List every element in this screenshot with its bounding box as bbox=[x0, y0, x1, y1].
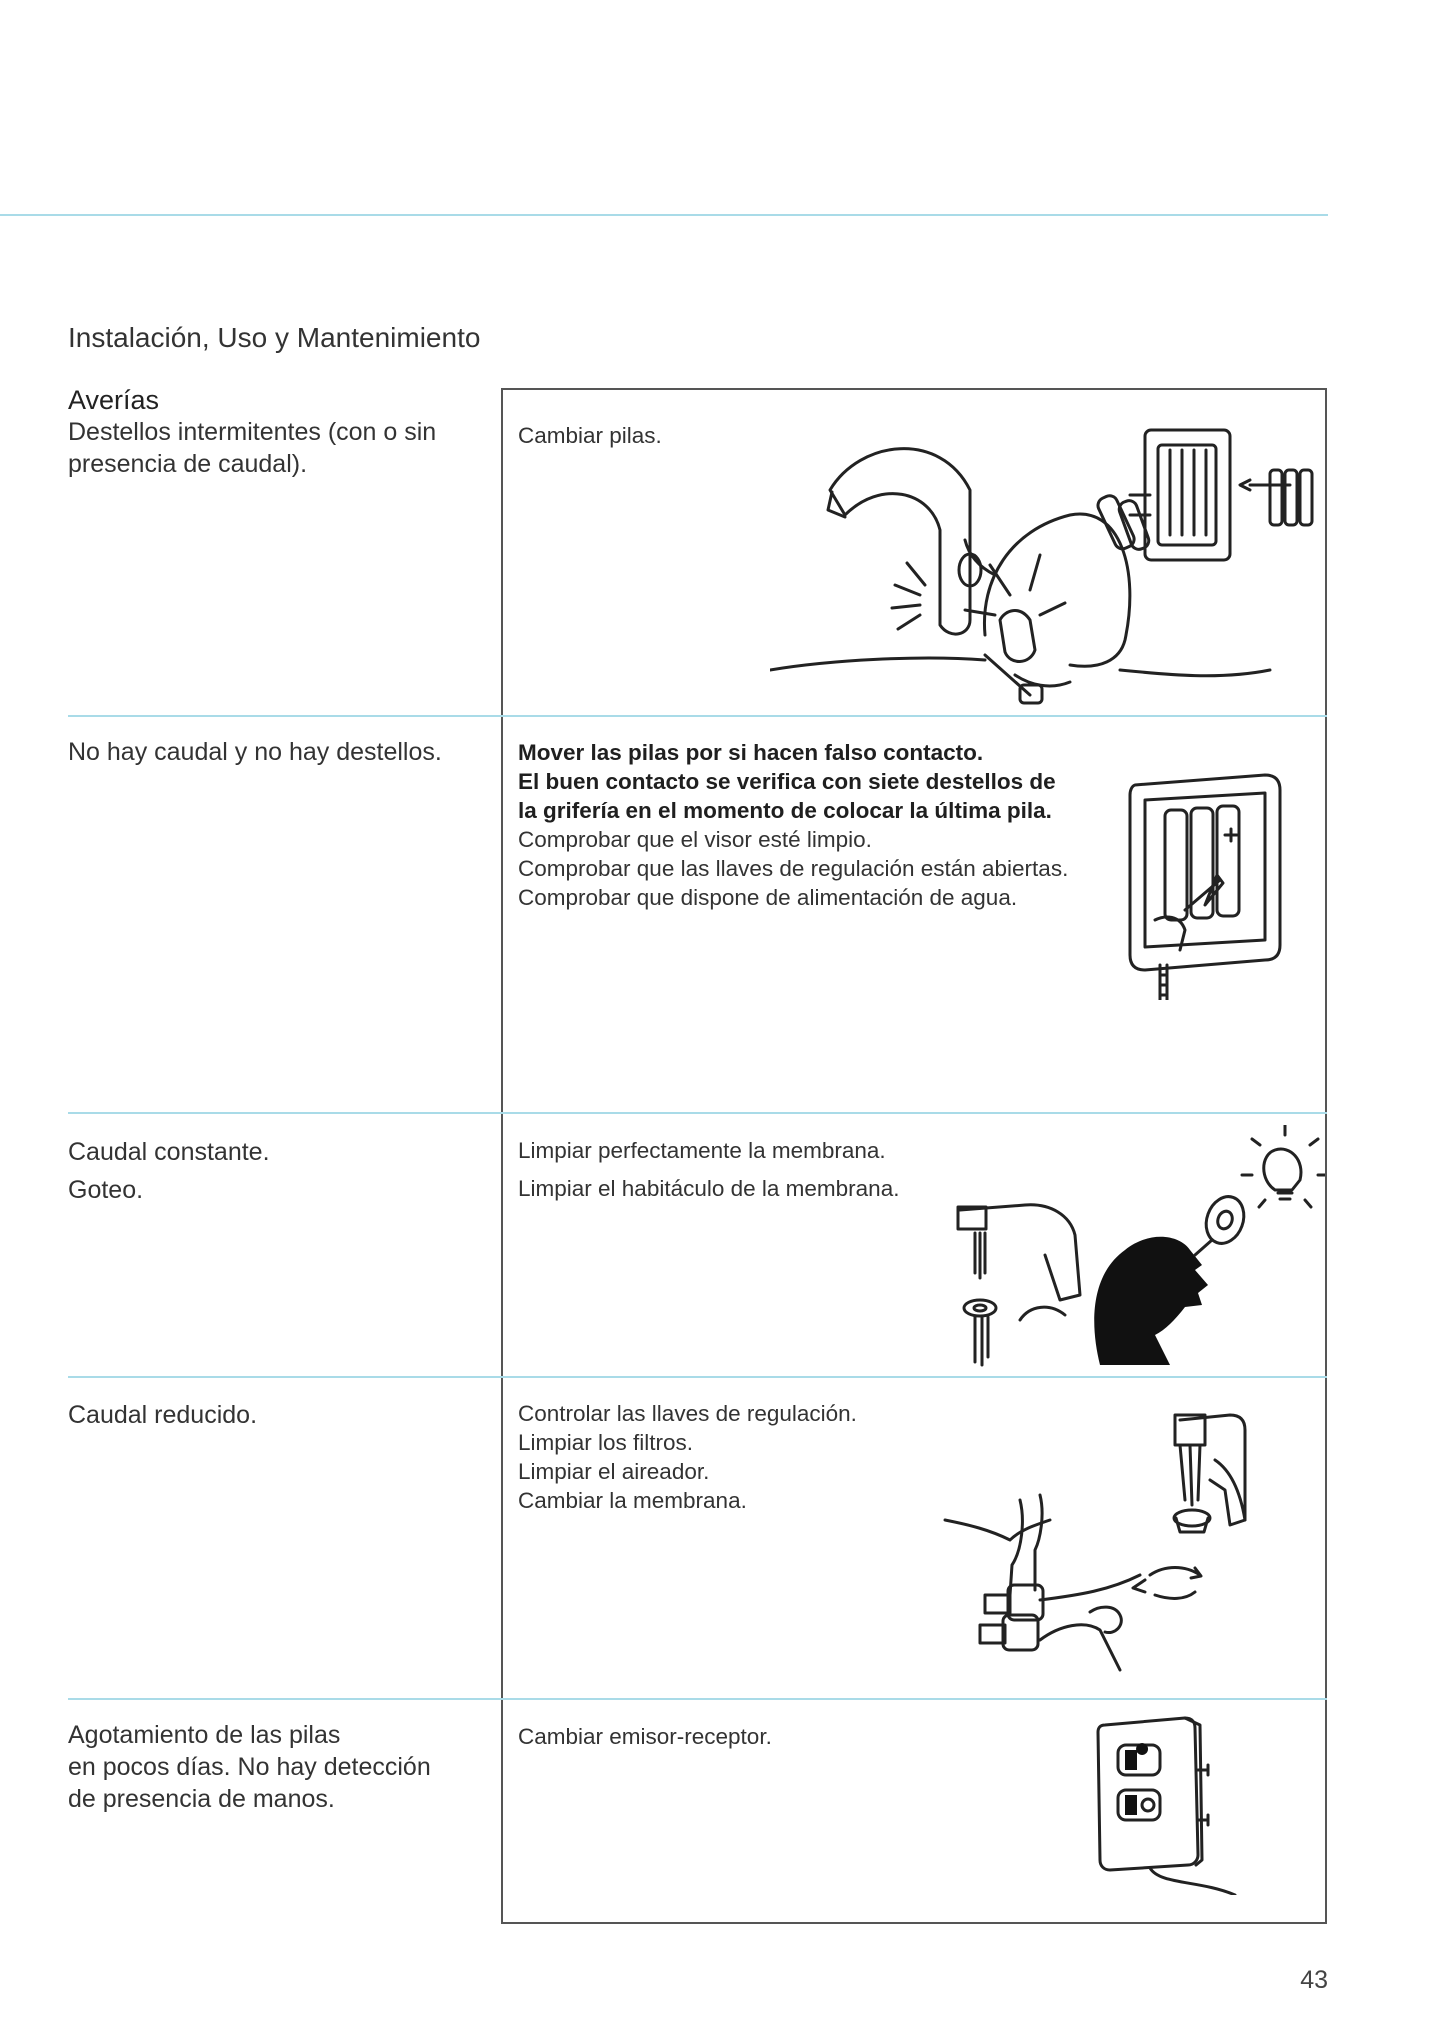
section-title: Instalación, Uso y Mantenimiento bbox=[68, 322, 481, 353]
remedy-cell bbox=[518, 1399, 938, 1515]
remedy-text: Limpiar el habitáculo de la membrana. bbox=[518, 1176, 900, 1201]
remedy-bold-text: El buen contacto se verifica con siete destellos de bbox=[518, 769, 1056, 794]
symptom-cell bbox=[68, 384, 488, 480]
remedy-bold-text: la grifería en el momento de colocar la última pila. bbox=[518, 798, 1052, 823]
membrane-cleaning-illustration bbox=[940, 1125, 1325, 1370]
emitter-receiver-illustration bbox=[1090, 1710, 1250, 1895]
table-heading: Averías bbox=[68, 385, 160, 415]
row-separator bbox=[68, 1376, 1327, 1378]
symptom-text: Goteo. bbox=[68, 1176, 144, 1204]
header-rule bbox=[0, 214, 1328, 216]
table-bottom-border bbox=[501, 1922, 1327, 1924]
symptom-text: Caudal reducido. bbox=[68, 1401, 258, 1429]
remedy-cell bbox=[518, 1722, 938, 1751]
table-left-border bbox=[501, 388, 503, 1924]
symptom-text: en pocos días. No hay detección bbox=[68, 1753, 431, 1781]
symptom-text: Destellos intermitentes (con o sin bbox=[68, 418, 437, 446]
remedy-text: Comprobar que dispone de alimentación de agua. bbox=[518, 885, 1018, 910]
row-separator bbox=[68, 715, 1327, 717]
remedy-text: Controlar las llaves de regulación. bbox=[518, 1401, 857, 1426]
table-top-border bbox=[501, 388, 1327, 390]
row-separator bbox=[68, 1698, 1327, 1700]
table-right-border bbox=[1325, 388, 1327, 1924]
symptom-cell bbox=[68, 1719, 488, 1815]
symptom-text: de presencia de manos. bbox=[68, 1785, 335, 1813]
battery-box-illustration bbox=[1125, 765, 1290, 1000]
remedy-text: Limpiar perfectamente la membrana. bbox=[518, 1138, 886, 1163]
remedy-text: Cambiar la membrana. bbox=[518, 1488, 747, 1513]
symptom-text: presencia de caudal). bbox=[68, 450, 308, 478]
row-separator bbox=[68, 1112, 1327, 1114]
remedy-text: Comprobar que el visor esté limpio. bbox=[518, 827, 872, 852]
symptom-text: Agotamiento de las pilas bbox=[68, 1721, 341, 1749]
page-number: 43 bbox=[1300, 1966, 1328, 1994]
remedy-bold-text: Mover las pilas por si hacen falso contacto. bbox=[518, 740, 984, 765]
remedy-text: Cambiar pilas. bbox=[518, 423, 662, 448]
symptom-cell bbox=[68, 1399, 488, 1431]
symptom-text: No hay caudal y no hay destellos. bbox=[68, 738, 442, 766]
symptom-text: Caudal constante. bbox=[68, 1138, 270, 1166]
remedy-cell bbox=[518, 1136, 978, 1212]
filter-valve-illustration bbox=[940, 1400, 1325, 1692]
remedy-cell bbox=[518, 738, 1118, 912]
remedy-text: Cambiar emisor-receptor. bbox=[518, 1724, 772, 1749]
remedy-text: Comprobar que las llaves de regulación están abiertas. bbox=[518, 856, 1069, 881]
remedy-text: Limpiar los filtros. bbox=[518, 1430, 694, 1455]
faucet-battery-change-illustration bbox=[770, 420, 1320, 710]
symptom-cell bbox=[68, 736, 488, 768]
remedy-text: Limpiar el aireador. bbox=[518, 1459, 710, 1484]
symptom-cell bbox=[68, 1133, 488, 1209]
